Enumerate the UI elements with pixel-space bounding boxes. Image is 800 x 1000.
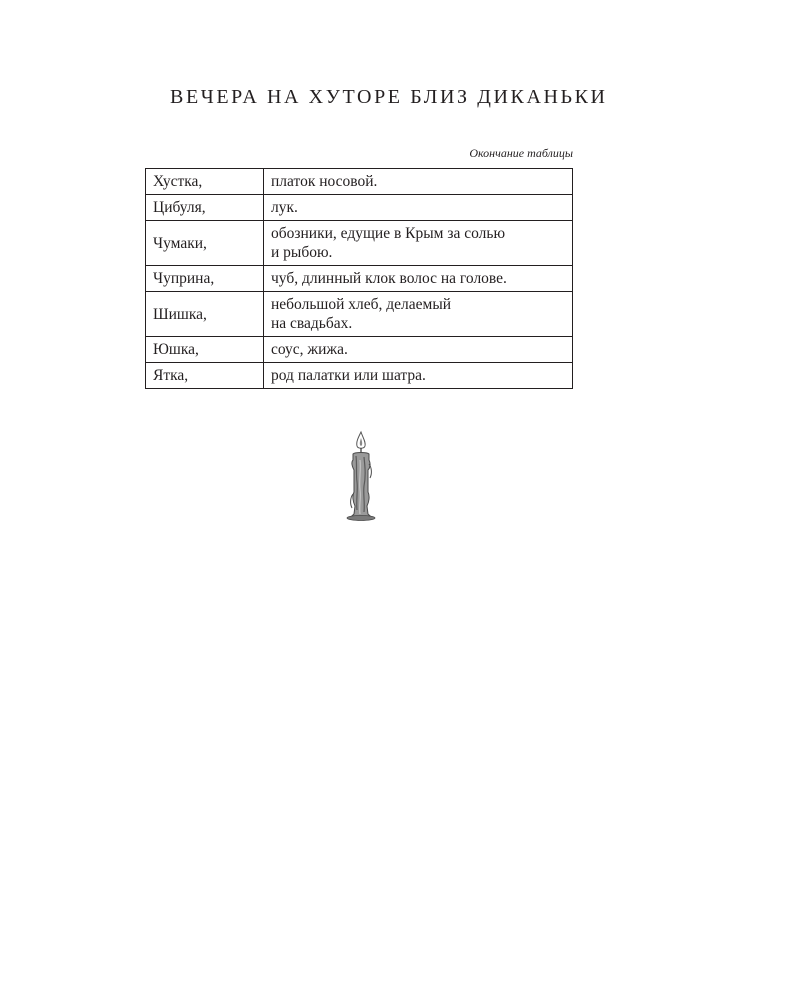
term-cell: Чуприна,	[146, 266, 264, 292]
definition-cell	[264, 266, 573, 292]
definition-line: обозники, едущие в Крым за солью	[271, 225, 506, 242]
table-row	[146, 169, 573, 195]
table-row	[146, 363, 573, 389]
term-cell: Ятка,	[146, 363, 264, 389]
table-row	[146, 292, 573, 337]
definition-line: чуб, длинный клок волос на голове.	[271, 270, 507, 287]
definition-line: небольшой хлеб, делаемый	[271, 296, 452, 313]
definition-line: род палатки или шатра.	[271, 367, 426, 384]
candle-icon	[344, 430, 378, 522]
table-row	[146, 221, 573, 266]
running-head: ВЕЧЕРА НА ХУТОРЕ БЛИЗ ДИКАНЬКИ	[170, 86, 608, 108]
glossary-table	[145, 168, 573, 389]
definition-line: лук.	[271, 199, 298, 216]
definition-cell	[264, 363, 573, 389]
term-cell: Юшка,	[146, 337, 264, 363]
table-row	[146, 337, 573, 363]
table-row	[146, 266, 573, 292]
term-cell: Хустка,	[146, 169, 264, 195]
table-caption: Окончание таблицы	[469, 146, 573, 160]
definition-cell	[264, 169, 573, 195]
definition-line: и рыбою.	[271, 244, 333, 261]
term-cell: Чумаки,	[146, 221, 264, 266]
definition-line: соус, жижа.	[271, 341, 348, 358]
definition-cell	[264, 221, 573, 266]
term-cell: Цибуля,	[146, 195, 264, 221]
table-row	[146, 195, 573, 221]
definition-cell	[264, 292, 573, 337]
definition-line: на свадьбах.	[271, 315, 353, 332]
definition-cell	[264, 337, 573, 363]
definition-line: платок носовой.	[271, 173, 378, 190]
definition-cell	[264, 195, 573, 221]
term-cell: Шишка,	[146, 292, 264, 337]
